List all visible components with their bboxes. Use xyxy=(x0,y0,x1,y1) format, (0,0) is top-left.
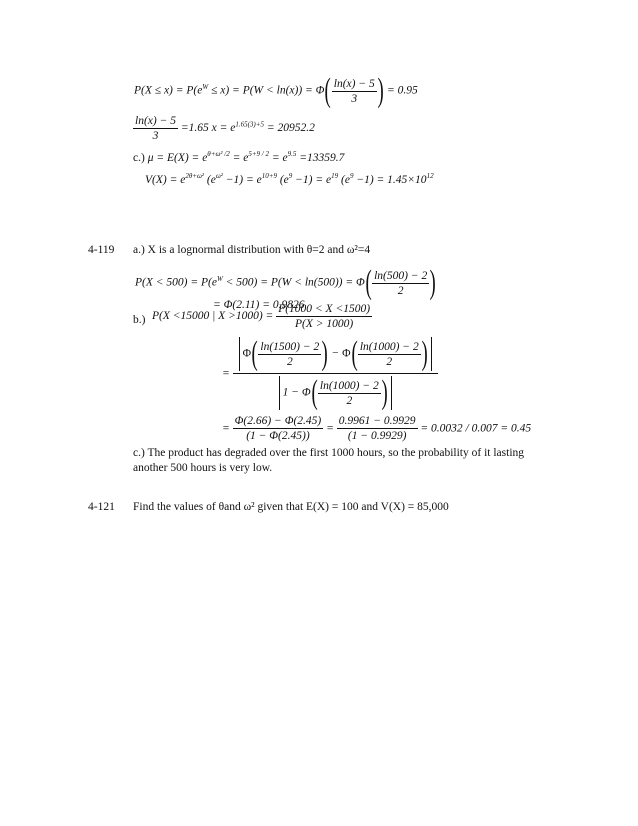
bracket-group-den xyxy=(279,376,393,410)
p119a-exp: W xyxy=(216,274,223,283)
eq1-frac xyxy=(332,77,377,106)
paren-close: ) xyxy=(321,335,329,372)
phi-2: Φ xyxy=(342,347,351,360)
eq1-num: ln(x) − 5 xyxy=(333,77,375,90)
minus-sign: − xyxy=(331,347,340,360)
one-minus-phi: 1 − Φ xyxy=(282,386,311,399)
eq4-c: −1) = e xyxy=(222,173,262,186)
final-frac-2-num: 0.9961 − 0.9929 xyxy=(338,415,416,427)
p119a-left: P(X < 500) = P(e xyxy=(135,276,217,289)
final-frac-2-den: (1 − 0.9929) xyxy=(347,430,407,442)
p119-b-final xyxy=(222,414,531,443)
bracket-group xyxy=(239,337,432,371)
problem-number-4-121: 4-121 xyxy=(88,501,115,513)
part-c-text-2: another 500 hours is very low. xyxy=(133,462,273,474)
paren-open: ( xyxy=(351,335,358,372)
equation-line-3 xyxy=(133,150,344,164)
paren-close: ) xyxy=(381,374,388,411)
frac-2 xyxy=(358,340,421,369)
frac-3-den: 2 xyxy=(346,394,353,407)
paren-close: ) xyxy=(429,264,437,301)
equation-line-4 xyxy=(145,172,434,186)
eq4-d: (e xyxy=(276,173,289,186)
p119a-den: 2 xyxy=(397,284,404,297)
eq4-exp1: 2θ+ω² xyxy=(185,172,205,180)
final-result: = 0.0032 / 0.007 = 0.45 xyxy=(420,422,532,435)
p119b2-num xyxy=(233,335,438,374)
p119-b-equation xyxy=(152,302,372,331)
frac-3 xyxy=(318,379,381,408)
frac-1 xyxy=(258,340,321,369)
frac-2-den: 2 xyxy=(386,355,393,368)
eq4-exp2: ω² xyxy=(215,172,223,180)
eq4-g: −1) = 1.45×10 xyxy=(353,173,427,186)
eq3-exp1: θ+ω² /2 xyxy=(207,150,230,158)
final-frac-1-den: (1 − Φ(2.45)) xyxy=(246,430,310,442)
eq4-exp6: 9 xyxy=(349,172,354,180)
eq1-right: = 0.95 xyxy=(386,84,418,97)
frac-3-num: ln(1000) − 2 xyxy=(319,379,379,392)
paren-open: ( xyxy=(311,374,318,411)
p119-a-result: = Φ(2.11) = 0.9826 xyxy=(213,299,305,311)
eq1-exp: W xyxy=(202,82,209,91)
problem-4-119-intro: a.) X is a lognormal distribution with θ=2 and ω²=4 xyxy=(133,244,371,256)
eq4-f: (e xyxy=(338,173,350,186)
part-c-label: c.) xyxy=(133,151,145,164)
final-frac-1 xyxy=(233,414,324,443)
p119b-frac xyxy=(276,302,372,331)
equation-line-2 xyxy=(133,114,315,143)
eq4-exp5: 19 xyxy=(331,172,339,180)
paren-open: ( xyxy=(251,335,258,372)
problem-number-4-119: 4-119 xyxy=(88,244,115,256)
p119b-left: P(X <15000 | X >1000) = xyxy=(152,310,274,323)
eq4-exp4: 9 xyxy=(288,172,293,180)
equation-line-1 xyxy=(134,74,418,108)
eq4-b: (e xyxy=(204,173,216,186)
final-frac-1-num: Φ(2.66) − Φ(2.45) xyxy=(234,415,322,427)
frac-1-den: 2 xyxy=(286,355,293,368)
paren-close: ) xyxy=(377,72,384,109)
p119b2-frac xyxy=(233,335,438,412)
p119-b-bigfrac xyxy=(222,335,438,412)
p119a-frac xyxy=(372,269,429,298)
eq4-e: −1) = e xyxy=(292,173,332,186)
eq-sign: = xyxy=(222,422,230,435)
eq-sign: = xyxy=(222,367,230,380)
frac-2-num: ln(1000) − 2 xyxy=(359,340,419,353)
p119b-den: P(X > 1000) xyxy=(295,318,354,330)
phi-1: Φ xyxy=(242,347,252,360)
eq3-exp3: 9.5 xyxy=(287,150,297,158)
eq3-c: = e xyxy=(269,151,288,164)
eq4-exp7: 12 xyxy=(426,172,434,180)
eq3-d: =13359.7 xyxy=(296,151,345,164)
eq3-b: = e xyxy=(229,151,249,164)
problem-4-121-text: Find the values of θand ω² given that E(X) = 100 and V(X) = 85,000 xyxy=(133,501,449,513)
paren-close: ) xyxy=(421,335,428,372)
eq2-right: = 20952.2 xyxy=(263,122,315,135)
eq1-left: P(X ≤ x) = P(e xyxy=(134,84,203,97)
eq2-frac xyxy=(133,114,178,143)
final-frac-2 xyxy=(337,414,418,443)
p119a-mid: < 500) = P(W < ln(500)) = Φ xyxy=(222,276,365,289)
eq3-exp2: 5+9 / 2 xyxy=(248,150,269,158)
eq-sign: = xyxy=(326,422,334,435)
eq2-num: ln(x) − 5 xyxy=(135,115,176,127)
frac-1-num: ln(1500) − 2 xyxy=(260,340,320,353)
eq2-den: 3 xyxy=(152,130,159,142)
eq3-a: μ = E(X) = e xyxy=(147,151,208,164)
part-b-label: b.) xyxy=(133,314,146,326)
eq1-den: 3 xyxy=(351,92,358,105)
paren-open: ( xyxy=(365,264,372,301)
p119b2-den xyxy=(233,374,438,412)
p119b-num: P(1000 < X <1500) xyxy=(278,303,371,315)
paren-open: ( xyxy=(325,72,332,109)
part-c-text-1: c.) The product has degraded over the first 1000 hours, so the probability of it lasting xyxy=(133,447,525,459)
p119-a-equation xyxy=(135,266,437,300)
p119a-num: ln(500) − 2 xyxy=(374,269,428,282)
eq2-exp: 1.65(3)+5 xyxy=(235,120,264,129)
eq4-exp3: 10+9 xyxy=(261,172,277,180)
eq4-a: V(X) = e xyxy=(145,173,186,186)
eq2-eq: =1.65 x = e xyxy=(180,122,236,135)
eq1-mid: ≤ x) = P(W < ln(x)) = Φ xyxy=(208,84,325,97)
